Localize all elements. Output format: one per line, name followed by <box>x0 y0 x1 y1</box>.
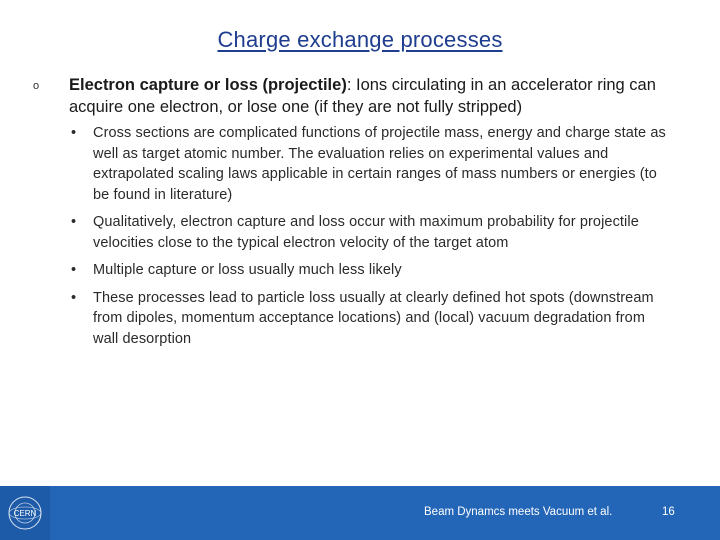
main-bullet-rest: : Ions circulating in an accelerator ring can acquire one electron, or lose one (if they are not fully stripped) <box>69 76 656 116</box>
page-number: 16 <box>662 506 675 518</box>
cern-logo-icon <box>7 494 43 532</box>
cern-logo <box>0 486 50 540</box>
sub-bullet-item <box>68 288 668 350</box>
sub-bullet-marker: • <box>71 214 77 230</box>
main-bullet-lead: Electron capture or loss (projectile) <box>69 76 347 94</box>
sub-bullet-marker: • <box>71 262 77 278</box>
sub-bullet-text: Qualitatively, electron capture and loss occur with maximum probability for projectile velocities close to the typical electron velocity of the target atom <box>93 214 639 251</box>
sub-bullet-item <box>68 212 668 253</box>
sub-bullet-text: These processes lead to particle loss usually at clearly defined hot spots (downstream from dipoles, momentum acceptance locations) and (local) vacuum degradation from wall desorption <box>93 289 654 347</box>
main-bullet-marker: o <box>33 80 40 92</box>
sub-bullet-text: Multiple capture or loss usually much less likely <box>93 262 402 278</box>
footer-bar <box>0 486 720 540</box>
sub-bullet-item <box>68 260 668 281</box>
main-bullet <box>33 74 693 118</box>
sub-bullet-item <box>68 123 668 205</box>
main-bullet-text <box>69 74 693 118</box>
footer-text: Beam Dynamcs meets Vacuum et al. <box>424 506 613 518</box>
page-title: Charge exchange processes <box>217 27 503 52</box>
sub-bullet-text: Cross sections are complicated functions of projectile mass, energy and charge state as well as target atomic number. The evaluation relies on experimental values and extrapolated scaling laws applicable in certain ranges of mass numbers or energies (to be found in literature) <box>93 125 666 203</box>
cern-logo-text: CERN <box>13 509 37 518</box>
sub-bullet-marker: • <box>71 289 77 306</box>
sub-bullet-marker: • <box>71 125 77 141</box>
sub-bullet-list <box>68 123 668 349</box>
